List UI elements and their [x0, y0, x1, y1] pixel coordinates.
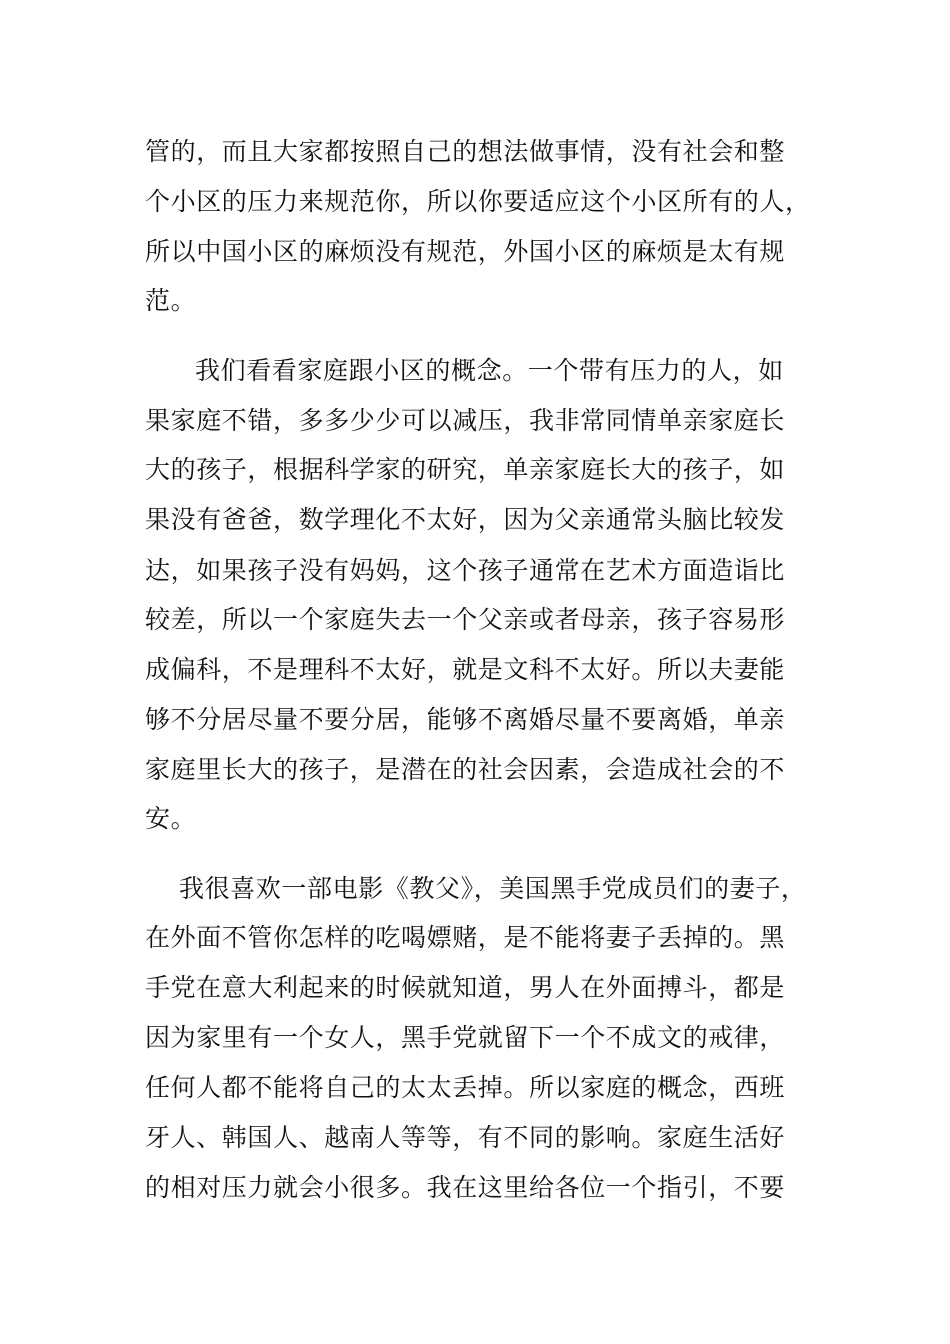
text-line: 手党在意大利起来的时候就知道，男人在外面搏斗，都是 [145, 973, 786, 1002]
text-line: 果没有爸爸，数学理化不太好，因为父亲通常头脑比较发 [145, 505, 786, 534]
text-line: 所以中国小区的麻烦没有规范，外国小区的麻烦是太有规 [145, 237, 786, 266]
text-line: 任何人都不能将自己的太太丢掉。所以家庭的概念，西班 [145, 1073, 786, 1102]
text-line: 我们看看家庭跟小区的概念。一个带有压力的人，如 [195, 356, 784, 385]
text-line: 牙人、韩国人、越南人等等，有不同的影响。家庭生活好 [145, 1123, 786, 1152]
text-line: 达，如果孩子没有妈妈，这个孩子通常在艺术方面造诣比 [145, 556, 786, 585]
text-line: 安。 [145, 804, 197, 833]
text-line: 较差，所以一个家庭失去一个父亲或者母亲，孩子容易形 [145, 605, 786, 634]
text-line: 范。 [145, 286, 197, 315]
text-line: 成偏科，不是理科不太好，就是文科不太好。所以夫妻能 [145, 655, 786, 684]
text-line: 个小区的压力来规范你，所以你要适应这个小区所有的人， [145, 187, 811, 216]
text-line: 管的，而且大家都按照自己的想法做事情，没有社会和整 [145, 137, 786, 166]
text-line: 果家庭不错，多多少少可以减压，我非常同情单亲家庭长 [145, 406, 786, 435]
text-line: 因为家里有一个女人，黑手党就留下一个不成文的戒律， [145, 1023, 786, 1052]
text-line: 家庭里长大的孩子，是潜在的社会因素，会造成社会的不 [145, 755, 786, 784]
text-line: 的相对压力就会小很多。我在这里给各位一个指引，不要 [145, 1173, 786, 1202]
text-line: 在外面不管你怎样的吃喝嫖赌，是不能将妻子丢掉的。黑 [145, 923, 786, 952]
text-line: 大的孩子，根据科学家的研究，单亲家庭长大的孩子，如 [145, 455, 786, 484]
text-line: 我很喜欢一部电影《教父》，美国黑手党成员们的妻子， [179, 874, 807, 903]
text-line: 够不分居尽量不要分居，能够不离婚尽量不要离婚，单亲 [145, 705, 786, 734]
